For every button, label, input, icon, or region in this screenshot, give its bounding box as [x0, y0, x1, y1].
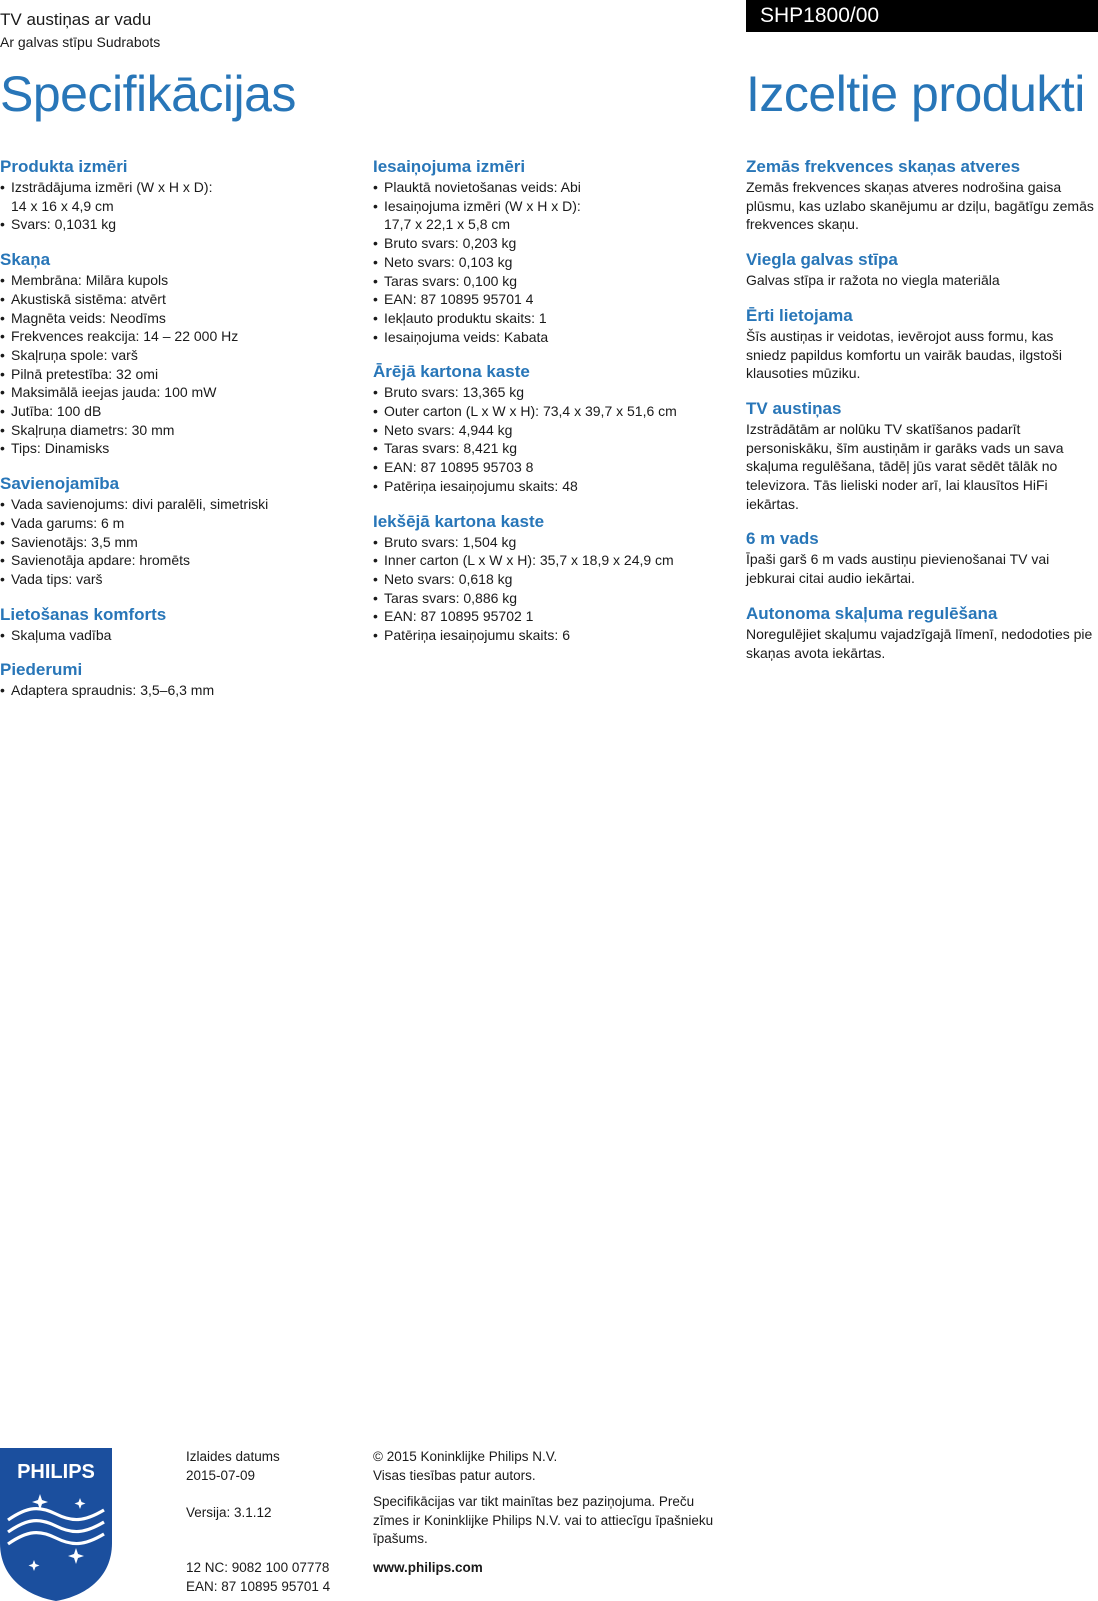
highlight-text: Izstrādātām ar nolūku TV skatīšanos padarīt personiskāku, šīm austiņām ir garāks vads un sava skaļuma regulēšana, tādēļ jūs varat sēdēt tālāk no televizora. Tās lieliski noder arī, lai klausītos HiFi iekārtas. — [746, 420, 1064, 512]
highlight-text: Noregulējiet skaļumu vajadzīgajā līmenī, nedodoties pie skaņas avota iekārtas. — [746, 625, 1093, 661]
website-link[interactable]: www.philips.com — [373, 1559, 483, 1575]
highlight-heading: Ērti lietojama — [746, 305, 853, 325]
spec-item: • Plauktā novietošanas veids: Abi — [373, 178, 733, 197]
spec-item: • Taras svars: 0,886 kg — [373, 589, 733, 608]
spec-section — [0, 659, 360, 700]
spec-item: • Patēriņa iesaiņojumu skaits: 48 — [373, 477, 733, 496]
spec-item: • Bruto svars: 1,504 kg — [373, 533, 733, 552]
spec-section-heading: Iekšējā kartona kaste — [373, 511, 545, 531]
spec-item: • Maksimālā ieejas jauda: 100 mW — [0, 383, 360, 402]
spec-item: • Frekvences reakcija: 14 – 22 000 Hz — [0, 327, 360, 346]
footer-release-info — [186, 1448, 330, 1596]
spec-item: • Neto svars: 0,618 kg — [373, 570, 733, 589]
spec-section-heading: Iesaiņojuma izmēri — [373, 157, 526, 176]
highlight-heading: 6 m vads — [746, 529, 819, 549]
highlight-text: Īpaši garš 6 m vads austiņu pievienošanai TV vai jebkurai citai audio iekārtai. — [746, 551, 1050, 587]
highlight-section — [746, 156, 1096, 234]
spec-section-heading: Skaņa — [0, 250, 51, 270]
spec-section-heading: Ārējā kartona kaste — [373, 362, 530, 382]
spec-section-heading: Savienojamība — [0, 474, 120, 494]
spec-item: • Taras svars: 0,100 kg — [373, 272, 733, 291]
spec-item: • Membrāna: Milāra kupols — [0, 271, 360, 290]
highlight-section — [746, 305, 1096, 383]
footer-legal — [373, 1448, 733, 1577]
spec-item: • Patēriņa iesaiņojumu skaits: 6 — [373, 626, 733, 645]
highlight-text: Galvas stīpa ir ražota no viegla materiāla — [746, 272, 1000, 289]
highlight-text: Šīs austiņas ir veidotas, ievērojot auss formu, kas sniedz papildus komfortu un vairāk baudas, ilgstoši klausoties mūziku. — [746, 327, 1062, 382]
spec-section — [0, 249, 360, 458]
spec-item: • Bruto svars: 13,365 kg — [373, 383, 733, 402]
spec-item: • Magnēta veids: Neodīms — [0, 309, 360, 328]
spec-item: • Inner carton (L x W x H): 35,7 x 18,9 x 24,9 cm — [373, 551, 733, 570]
spec-item: • Outer carton (L x W x H): 73,4 x 39,7 x 51,6 cm — [373, 402, 733, 421]
spec-item: • Iesaiņojuma izmēri (W x H x D): — [373, 197, 733, 216]
spec-item: • Adaptera spraudnis: 3,5–6,3 mm — [0, 681, 360, 700]
spec-item: • Neto svars: 0,103 kg — [373, 253, 733, 272]
spec-section-heading: Lietošanas komforts — [0, 604, 167, 624]
spec-item: • Skaļuma vadība — [0, 626, 360, 645]
spec-section — [0, 156, 360, 234]
spec-item: • Taras svars: 8,421 kg — [373, 439, 733, 458]
highlight-heading: TV austiņas — [746, 398, 842, 418]
specs-column-left — [0, 156, 360, 715]
spec-section — [0, 604, 360, 645]
spec-item: • Svars: 0,1031 kg — [0, 215, 360, 234]
highlight-heading: Zemās frekvences skaņas atveres — [746, 157, 1021, 176]
spec-item: • Bruto svars: 0,203 kg — [373, 234, 733, 253]
highlight-heading: Autonoma skaļuma regulēšana — [746, 603, 998, 623]
spec-section-heading: Piederumi — [0, 660, 83, 680]
specs-column-middle — [373, 156, 733, 660]
spec-section — [373, 511, 733, 645]
spec-item: • Skaļruņa spole: varš — [0, 346, 360, 365]
spec-item: • Skaļruņa diametrs: 30 mm — [0, 421, 360, 440]
spec-item: • Akustiskā sistēma: atvērt — [0, 290, 360, 309]
highlight-section — [746, 398, 1096, 514]
highlight-section — [746, 603, 1096, 662]
spec-section — [373, 361, 733, 495]
rights: Visas tiesības patur autors. — [373, 1467, 536, 1483]
spec-item: • EAN: 87 10895 95703 8 — [373, 458, 733, 477]
spec-item: • Iesaiņojuma veids: Kabata — [373, 328, 733, 347]
spec-item: • Jutība: 100 dB — [0, 402, 360, 421]
spec-item: • Vada garums: 6 m — [0, 514, 360, 533]
highlight-section — [746, 249, 1096, 290]
spec-item: 14 x 16 x 4,9 cm — [11, 197, 114, 214]
highlight-text: Zemās frekvences skaņas atveres nodrošina gaisa plūsmu, kas uzlabo skanējumu ar dziļu, bagātīgu zemās frekvences skaņu. — [746, 179, 1094, 233]
highlights-title: Izceltie produkti — [746, 66, 1085, 122]
highlights-column — [746, 156, 1096, 677]
release-date-label: Izlaides datums — [186, 1449, 280, 1464]
release-date: 2015-07-09 — [186, 1467, 256, 1483]
nc-number: 12 NC: 9082 100 07778 — [186, 1560, 330, 1575]
spec-item: • Neto svars: 4,944 kg — [373, 421, 733, 440]
spec-section-heading: Produkta izmēri — [0, 157, 128, 176]
spec-item: • Vada tips: varš — [0, 570, 360, 589]
product-title: TV austiņas ar vadu — [0, 10, 152, 29]
product-subtitle: Ar galvas stīpu Sudrabots — [0, 34, 161, 50]
spec-item: • Savienotājs: 3,5 mm — [0, 533, 360, 552]
spec-item: • Vada savienojums: divi paralēli, simetriski — [0, 495, 360, 514]
spec-item: 17,7 x 22,1 x 5,8 cm — [384, 216, 511, 233]
spec-item: • Iekļauto produktu skaits: 1 — [373, 309, 733, 328]
disclaimer: Specifikācijas var tikt mainītas bez paziņojuma. Preču zīmes ir Koninklijke Philips N.V. vai to attiecīgu īpašnieku īpašums. — [373, 1494, 714, 1546]
specifications-title: Specifikācijas — [0, 66, 296, 122]
spec-section — [373, 156, 733, 346]
version: Versija: 3.1.12 — [186, 1504, 272, 1520]
spec-section — [0, 473, 360, 589]
copyright: © 2015 Koninklijke Philips N.V. — [373, 1449, 558, 1464]
highlight-section — [746, 528, 1096, 587]
spec-item: • EAN: 87 10895 95702 1 — [373, 607, 733, 626]
model-number-badge: SHP1800/00 — [746, 0, 1098, 32]
spec-item: • Tips: Dinamisks — [0, 439, 360, 458]
highlight-heading: Viegla galvas stīpa — [746, 250, 898, 270]
philips-shield-logo — [0, 1448, 112, 1601]
spec-item: • Pilnā pretestība: 32 omi — [0, 365, 360, 384]
ean-number: EAN: 87 10895 95701 4 — [186, 1578, 331, 1594]
philips-wordmark: PHILIPS — [17, 1461, 95, 1483]
spec-item: • Izstrādājuma izmēri (W x H x D): — [0, 178, 360, 197]
spec-item: • Savienotāja apdare: hromēts — [0, 551, 360, 570]
spec-item: • EAN: 87 10895 95701 4 — [373, 290, 733, 309]
